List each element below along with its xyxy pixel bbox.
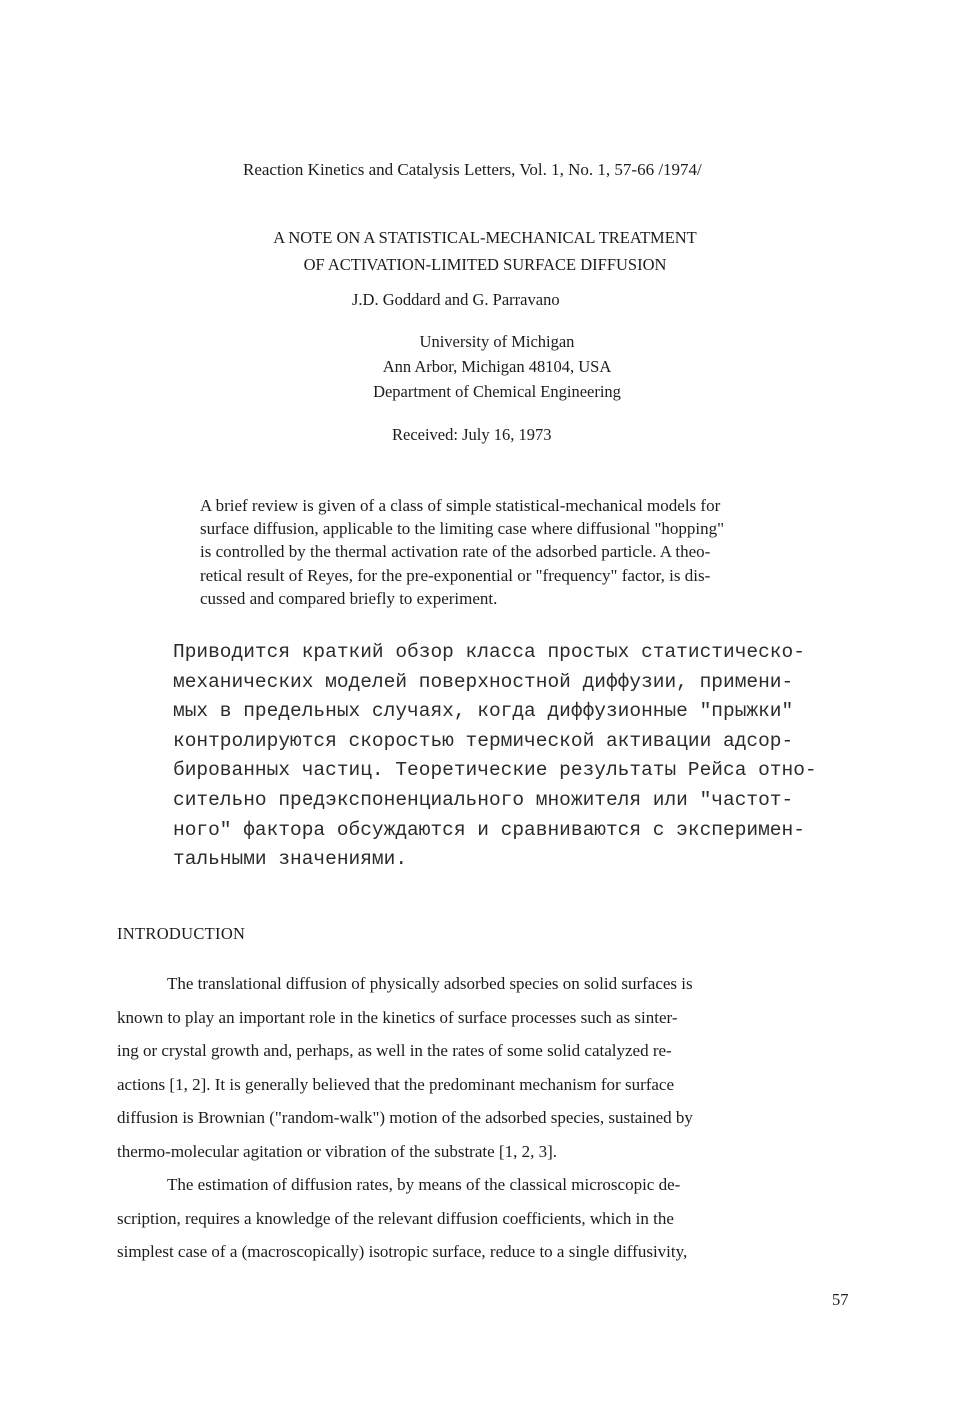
body-line: simplest case of a (macroscopically) isotropic surface, reduce to a single diffusivity, <box>117 1242 688 1261</box>
affiliation-line: University of Michigan <box>419 332 575 351</box>
page-number: 57 <box>832 1290 849 1309</box>
abstract-russian <box>173 638 817 875</box>
body-line: The translational diffusion of physically adsorbed species on solid surfaces is <box>167 974 693 993</box>
journal-citation: Reaction Kinetics and Catalysis Letters, Vol. 1, No. 1, 57-66 /1974/ <box>243 160 702 179</box>
body-line: known to play an important role in the kinetics of surface processes such as sinter- <box>117 1007 678 1027</box>
title-line: A NOTE ON A STATISTICAL-MECHANICAL TREATMENT <box>273 228 697 247</box>
section-heading-introduction: INTRODUCTION <box>117 924 246 943</box>
abstract-line: is controlled by the thermal activation rate of the adsorbed particle. A theo- <box>200 542 711 562</box>
affiliation-line: Ann Arbor, Michigan 48104, USA <box>382 357 612 376</box>
abstract-ru-line: сительно предэкспоненциального множителя или "частот- <box>173 788 794 811</box>
abstract-ru-line: тальными значениями. <box>173 848 408 871</box>
abstract-ru-line: контролируются скоростью термической активации адсор- <box>173 729 794 752</box>
body-line: scription, requires a knowledge of the relevant diffusion coefficients, which in the <box>117 1208 674 1228</box>
affiliation-line: Department of Chemical Engineering <box>373 382 621 401</box>
abstract-ru-line: механических моделей поверхностной диффузии, примени- <box>173 670 794 693</box>
received-date: Received: July 16, 1973 <box>392 425 552 444</box>
paper-title <box>230 224 740 278</box>
affiliation <box>300 329 694 404</box>
abstract-ru-line: Приводится краткий обзор класса простых статистическо- <box>173 641 805 663</box>
abstract-ru-line: бированных частиц. Теоретические результаты Рейса отно- <box>173 759 817 782</box>
authors: J.D. Goddard and G. Parravano <box>352 290 560 309</box>
body-line: thermo-molecular agitation or vibration of the substrate [1, 2, 3]. <box>117 1141 557 1161</box>
body-line: diffusion is Brownian ("random-walk") motion of the adsorbed species, sustained by <box>117 1108 693 1127</box>
abstract-english <box>200 494 724 610</box>
abstract-line: surface diffusion, applicable to the limiting case where diffusional "hopping" <box>200 519 725 539</box>
introduction-body <box>117 967 693 1269</box>
abstract-line: cussed and compared briefly to experiment. <box>200 588 498 608</box>
abstract-line: A brief review is given of a class of simple statistical-mechanical models for <box>200 496 721 515</box>
title-line: OF ACTIVATION-LIMITED SURFACE DIFFUSION <box>303 255 667 274</box>
abstract-ru-line: ного" фактора обсуждаются и сравниваются с эксперимен- <box>173 818 805 841</box>
abstract-ru-line: мых в предельных случаях, когда диффузионные "прыжки" <box>173 700 794 723</box>
body-line: ing or crystal growth and, perhaps, as well in the rates of some solid catalyzed re- <box>117 1041 672 1060</box>
body-line: The estimation of diffusion rates, by means of the classical microscopic de- <box>167 1175 681 1194</box>
body-line: actions [1, 2]. It is generally believed that the predominant mechanism for surface <box>117 1074 675 1094</box>
abstract-line: retical result of Reyes, for the pre-exponential or "frequency" factor, is dis- <box>200 565 711 585</box>
